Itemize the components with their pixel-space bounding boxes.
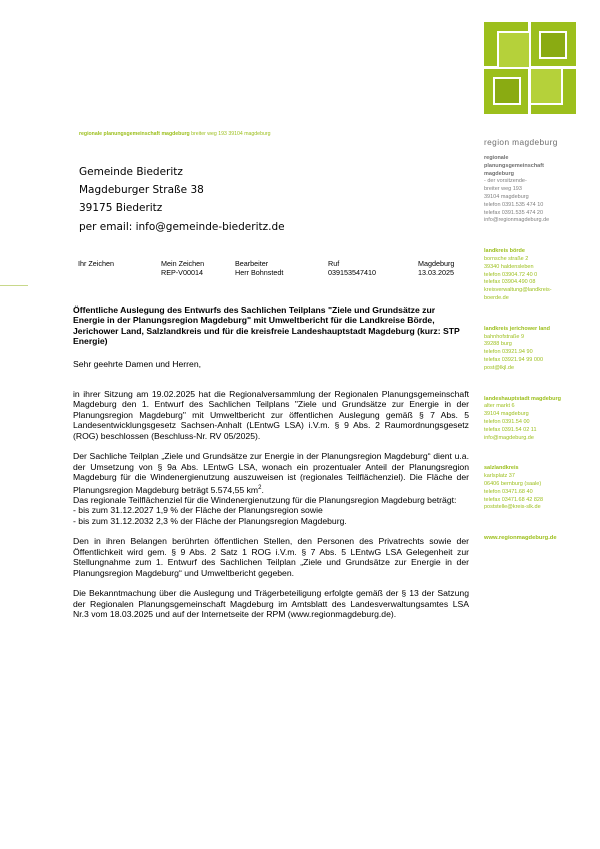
rpm-block <box>484 155 584 225</box>
paragraph-5: Die Bekanntmachung über die Auslegung und Trägerbeteiligung erfolgte gemäß der § 13 der Satzung der Regionalen Planungsgemeinschaft Magdeburg im Amtsblatt des Landesverwaltungsamtes LSA Nr.3 vom 18.03.2025 und auf der Internetseite der RPM (www.regionmagdeburg.de). <box>73 588 469 620</box>
jerichow-line: post@lkjl.de <box>484 364 515 371</box>
magdeburg-name: landeshauptstadt magdeburg <box>484 395 562 402</box>
boerde-line: 39340 haldensleben <box>484 263 534 270</box>
paragraph-4: Den in ihren Belangen berührten öffentlichen Stellen, den Personen des Privatrechts sowie der Öffentlichkeit wird gem. § 9 Abs. 2 Satz 1 ROG i.V.m. § 7 Abs. 5 LEntwG LSA Gelegenheit zur Stellungnahme zum 1. Entwurf des Sachlichen Teilplan „Ziele und Grundsätze zur Energie in der Planungsregion Magdeburg“ und Umweltbericht gegeben. <box>73 536 469 578</box>
salzland-line: telefax 03471.68 42 828 <box>484 496 544 503</box>
salzland-block <box>484 465 584 512</box>
ruf <box>328 259 376 277</box>
jerichow-block <box>484 326 584 373</box>
ihr-zeichen <box>78 259 114 268</box>
jerichow-line: telefon 03921.94 90 <box>484 349 533 356</box>
rpm-info-line: breiter weg 193 <box>484 186 522 193</box>
bearbeiter <box>235 259 283 277</box>
jerichow-name: landkreis jerichower land <box>484 325 551 332</box>
magdeburg-line: alter markt 6 <box>484 403 515 410</box>
bullet-2: - bis zum 31.12.2032 2,3 % der Fläche der Planungsregion Magdeburg. <box>73 515 347 526</box>
region-magdeburg-logo <box>484 22 576 114</box>
magdeburg-line: 39104 magdeburg <box>484 411 529 418</box>
paragraph-1: in ihrer Sitzung am 19.02.2025 hat die Regionalversammlung der Regionalen Planungsgemeinschaft Magdeburg den 1. Entwurf des Sachlichen Teilplans "Ziele und Grundsätze zur Energie in der Planungsregion Magdeburg" mit Umweltbericht zur öffentlichen Auslegung gemäß § 7 Abs. 5 Landesentwicklungsgesetz Sachsen-Anhalt (LEntwG LSA) i.V.m. § 9 Abs. 2 Raumordnungsgesetz (ROG) beschlossen (Beschluss-Nr. RV 05/2025). <box>73 389 469 441</box>
paragraph-2 <box>73 451 469 495</box>
boerde-name: landkreis börde <box>484 248 525 255</box>
boerde-line: boerde.de <box>484 294 509 301</box>
recipient-email: per email: info@gemeinde-biederitz.de <box>79 220 285 233</box>
rpm-info-line: 39104 magdeburg <box>484 193 529 200</box>
magdeburg-block <box>484 396 584 443</box>
jerichow-line: bahnhofstraße 9 <box>484 333 525 340</box>
sender-line <box>79 131 270 137</box>
bearbeiter-label: Bearbeiter <box>235 259 269 268</box>
salzland-line: poststelle@kreis-slk.de <box>484 504 541 511</box>
mein-zeichen <box>161 259 204 277</box>
recipient-line: Magdeburger Straße 38 <box>79 184 204 197</box>
salzland-line: karlsplatz 37 <box>484 473 515 480</box>
rpm-name-line: magdeburg <box>484 170 514 177</box>
rpm-name-line: planungsgemeinschaft <box>484 162 544 169</box>
salzland-name: salzlandkreis <box>484 465 519 472</box>
mein-zeichen-value: REP-V00014 <box>161 268 203 277</box>
rpm-info-line: telefax 0391.535 474 20 <box>484 209 544 216</box>
datum: 13.03.2025 <box>418 268 454 277</box>
salzland-line: telefon 03471.68 40 <box>484 488 533 495</box>
bearbeiter-value: Herr Bohnstedt <box>235 268 284 277</box>
recipient-address <box>79 163 285 236</box>
rpm-info-line: - der vorsitzende- <box>484 178 527 185</box>
jerichow-line: telefax 03921.94 99 000 <box>484 356 544 363</box>
website-link[interactable]: www.regionmagdeburg.de <box>484 535 557 542</box>
ort-datum <box>418 259 454 277</box>
ort: Magdeburg <box>418 259 455 268</box>
rpm-info-line: telefon 0391.535 474 10 <box>484 201 544 208</box>
paragraph-2-text: Der Sachliche Teilplan „Ziele und Grundsätze zur Energie in der Planungsregion Magdeburg“ dient u.a. der Umsetzung von § 9a Abs. LEntwG LSA, wonach ein prozentualer Anteil der Planungsregion Magdeburg für die Windenergienutzung auszuweisen ist (regionales Teilflächenziel). Die Fläche der Planungsregion Magdeburg beträgt 5.574,55 km <box>73 451 469 495</box>
region-title: region magdeburg <box>484 137 558 147</box>
letter-body <box>73 305 469 620</box>
boerde-block <box>484 248 584 303</box>
sender-org: regionale planungsgemeinschaft magdeburg <box>79 131 190 137</box>
fold-mark <box>0 285 28 286</box>
boerde-line: telefon 03904.72 40 0 <box>484 271 538 278</box>
paragraph-2-end: . <box>261 484 264 495</box>
jerichow-line: 39288 burg <box>484 341 512 348</box>
magdeburg-line: telefon 0391.54 00 <box>484 418 530 425</box>
boerde-line: bornsche straße 2 <box>484 255 529 262</box>
rpm-info-line: info@regionmagdeburg.de <box>484 217 550 224</box>
sender-address: breiter weg 193 39104 magdeburg <box>191 131 271 137</box>
recipient-line: 39175 Biederitz <box>79 202 163 215</box>
salzland-line: 06406 bernburg (saale) <box>484 480 542 487</box>
boerde-line: telefax 03904.490 08 <box>484 279 536 286</box>
bullet-1: - bis zum 31.12.2027 1,9 % der Fläche der Planungsregion sowie <box>73 505 323 516</box>
mein-zeichen-label: Mein Zeichen <box>161 259 205 268</box>
paragraph-2-sup: 2 <box>258 484 262 491</box>
ruf-label: Ruf <box>328 259 340 268</box>
paragraph-3: Das regionale Teilflächenziel für die Windenergienutzung für die Planungsregion Magdeburg beträgt: <box>73 494 457 505</box>
letter-subject: Öffentliche Auslegung des Entwurfs des Sachlichen Teilplans "Ziele und Grundsätze zur Energie in der Planungsregion Magdeburg" mit Umweltbericht für die Landkreise Börde, Jerichower Land, Salzlandkreis und für die kreisfreie Landeshauptstadt Magdeburg (kurz: STP Energie) <box>73 305 460 347</box>
ihr-zeichen-label: Ihr Zeichen <box>78 259 114 268</box>
magdeburg-line: info@magdeburg.de <box>484 434 534 441</box>
sidebar <box>484 137 584 543</box>
rpm-name-line: regionale <box>484 155 509 161</box>
recipient-line: Gemeinde Biederitz <box>79 166 183 178</box>
boerde-line: kreisverwaltung@landkreis- <box>484 287 552 294</box>
magdeburg-line: telefax 0391.54 02 11 <box>484 426 537 433</box>
ruf-value: 039153547410 <box>328 268 376 277</box>
salutation: Sehr geehrte Damen und Herren, <box>73 358 202 369</box>
